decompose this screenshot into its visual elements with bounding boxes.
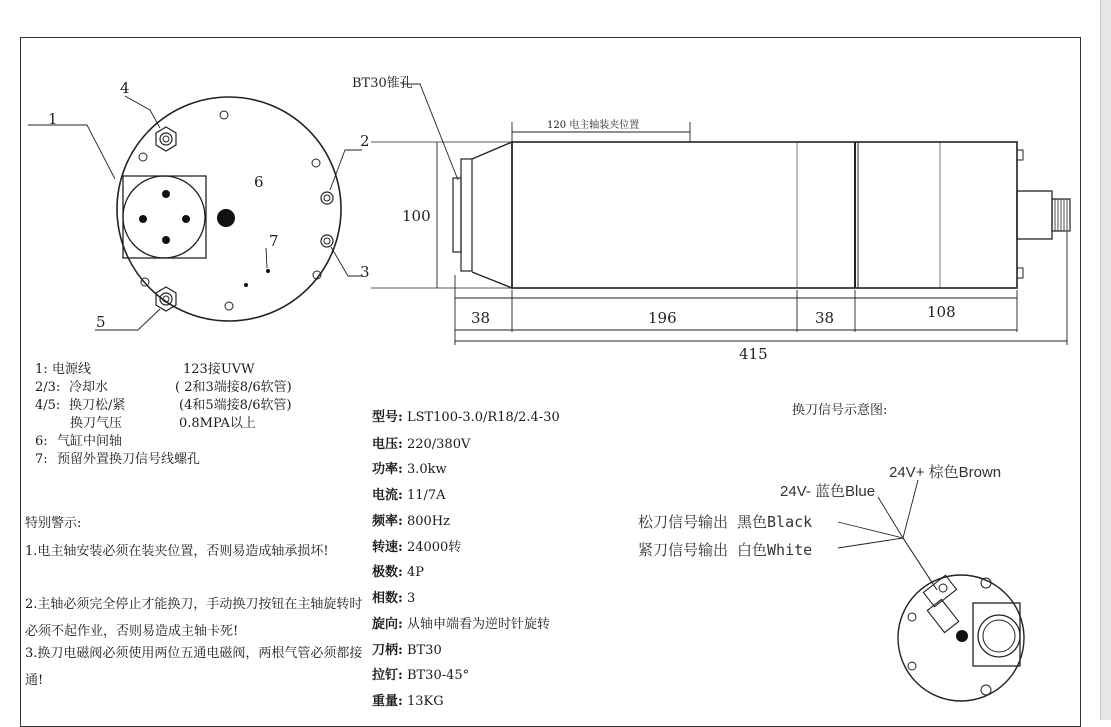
signal-blue-label: 24V- 蓝色Blue [780, 483, 876, 500]
end-view-outline [117, 97, 341, 321]
spec-value: 从轴申端看为逆时针旋转 [406, 617, 550, 632]
legend-num: 2/3: [35, 380, 61, 395]
spec-row [372, 561, 424, 580]
connector-pin [162, 236, 170, 244]
spec-value: BT30 [406, 643, 442, 658]
signal-title: 换刀信号示意图: [792, 403, 888, 418]
callout-4: 4 [120, 79, 130, 97]
spec-label: 旋向: [372, 617, 403, 632]
warning-item: 3.换刀电磁阀必须使用两位五通电磁阀，两根气管必须都接通! [25, 646, 363, 688]
dim-diameter: 100 [402, 207, 431, 225]
spec-value: 24000转 [406, 540, 462, 555]
signal-schematic [838, 480, 1024, 701]
warning-title: 特别警示: [25, 516, 82, 531]
spec-row [372, 458, 447, 477]
spec-label: 电压: [372, 437, 403, 452]
spec-label: 型号: [372, 410, 403, 425]
signal-black-label: 松刀信号输出 黑色Black [638, 513, 813, 531]
spec-value: 3.0kw [406, 462, 447, 477]
dim-total: 415 [739, 345, 768, 363]
spec-row [372, 639, 442, 658]
spindle-body [512, 142, 1017, 288]
bt30-taper-face [453, 178, 461, 252]
legend-num: 7: [35, 452, 48, 467]
signal-white-label: 紧刀信号输出 白色White [638, 541, 813, 559]
end-view [28, 96, 362, 330]
legend-num: 6: [35, 434, 48, 449]
legend-num: 1: [35, 362, 48, 377]
warning-item: 1.电主轴安装必须在装夹位置，否则易造成轴承损坏! [25, 544, 329, 559]
dim-seg3: 38 [815, 309, 835, 327]
spec-label: 转速: [372, 540, 403, 555]
legend-name: 冷却水 [69, 380, 109, 395]
legend-name: 电源线 [52, 362, 92, 377]
callout-2: 2 [360, 132, 370, 150]
spec-row [372, 510, 450, 529]
power-connector-circle [123, 176, 205, 258]
spec-value: BT30-45° [406, 668, 470, 683]
spec-value: 800Hz [406, 514, 450, 529]
legend-note: 123接UVW [183, 362, 255, 377]
legend-note: 0.8MPA以上 [179, 416, 256, 431]
release-air-fitting [156, 127, 176, 151]
rear-connector [1017, 191, 1052, 239]
spec-row [372, 690, 444, 709]
connector-pin [139, 215, 147, 223]
warning-item: 2.主轴必须完全停止才能换刀，手动换刀按钮在主轴旋转时必须不起作业，否则易造成主轴卡死! [25, 597, 363, 639]
legend-name: 气缸中间轴 [57, 434, 123, 449]
legend-name: 换刀松/紧 [69, 398, 126, 413]
spec-value: 11/7A [406, 488, 446, 503]
side-view [371, 84, 1070, 345]
spec-label: 重量: [372, 694, 403, 709]
spec-value: 220/380V [406, 437, 471, 452]
front-nose [472, 142, 512, 288]
signal-screw-hole [266, 269, 270, 273]
water-inlet-fitting [321, 192, 333, 204]
spec-label: 相数: [372, 591, 403, 606]
spec-row [372, 613, 550, 632]
callout-7: 7 [269, 232, 279, 250]
signal-screw-hole [244, 283, 248, 287]
callout-5: 5 [96, 313, 106, 331]
spec-row [372, 433, 470, 452]
spec-label: 频率: [372, 514, 403, 529]
spec-label: 刀柄: [372, 643, 403, 658]
bore-label: BT30锥孔 [352, 76, 413, 91]
callout-1: 1 [48, 110, 58, 128]
legend-num: 4/5: [35, 398, 61, 413]
spec-label: 极数: [372, 565, 403, 580]
scrollbar-track[interactable] [1100, 0, 1111, 720]
spec-label: 功率: [372, 462, 403, 477]
connector-pin [182, 215, 190, 223]
water-outlet-fitting [321, 235, 333, 247]
signal-brown-label: 24V+ 棕色Brown [889, 464, 1002, 481]
spec-value: 4P [406, 565, 424, 580]
spec-label: 拉钉: [372, 668, 403, 683]
legend-note: ( 2和3端接8/6软管) [175, 380, 292, 395]
spec-row [372, 406, 560, 425]
spec-row [372, 484, 446, 503]
spec-label: 电流: [372, 488, 403, 503]
spec-value: 3 [406, 591, 416, 606]
legend-name: 换刀气压 [70, 416, 123, 431]
dim-seg1: 38 [471, 309, 491, 327]
callout-3: 3 [360, 263, 370, 281]
dim-seg4: 108 [927, 303, 956, 321]
dim-seg2: 196 [648, 309, 677, 327]
spec-row [372, 587, 415, 606]
spec-value: 13KG [406, 694, 444, 709]
clamp-position-label: 120 电主轴装夹位置 [547, 120, 640, 131]
callout-6: 6 [254, 173, 264, 191]
legend-note: (4和5端接8/6软管) [179, 398, 292, 413]
spec-row [372, 664, 469, 683]
spec-row [372, 536, 461, 555]
cylinder-shaft-hole [217, 209, 235, 227]
spec-value: LST100-3.0/R18/2.4-30 [406, 410, 560, 425]
clamp-air-fitting [156, 287, 176, 311]
connector-pin [162, 190, 170, 198]
legend-name: 预留外置换刀信号线螺孔 [57, 452, 201, 467]
